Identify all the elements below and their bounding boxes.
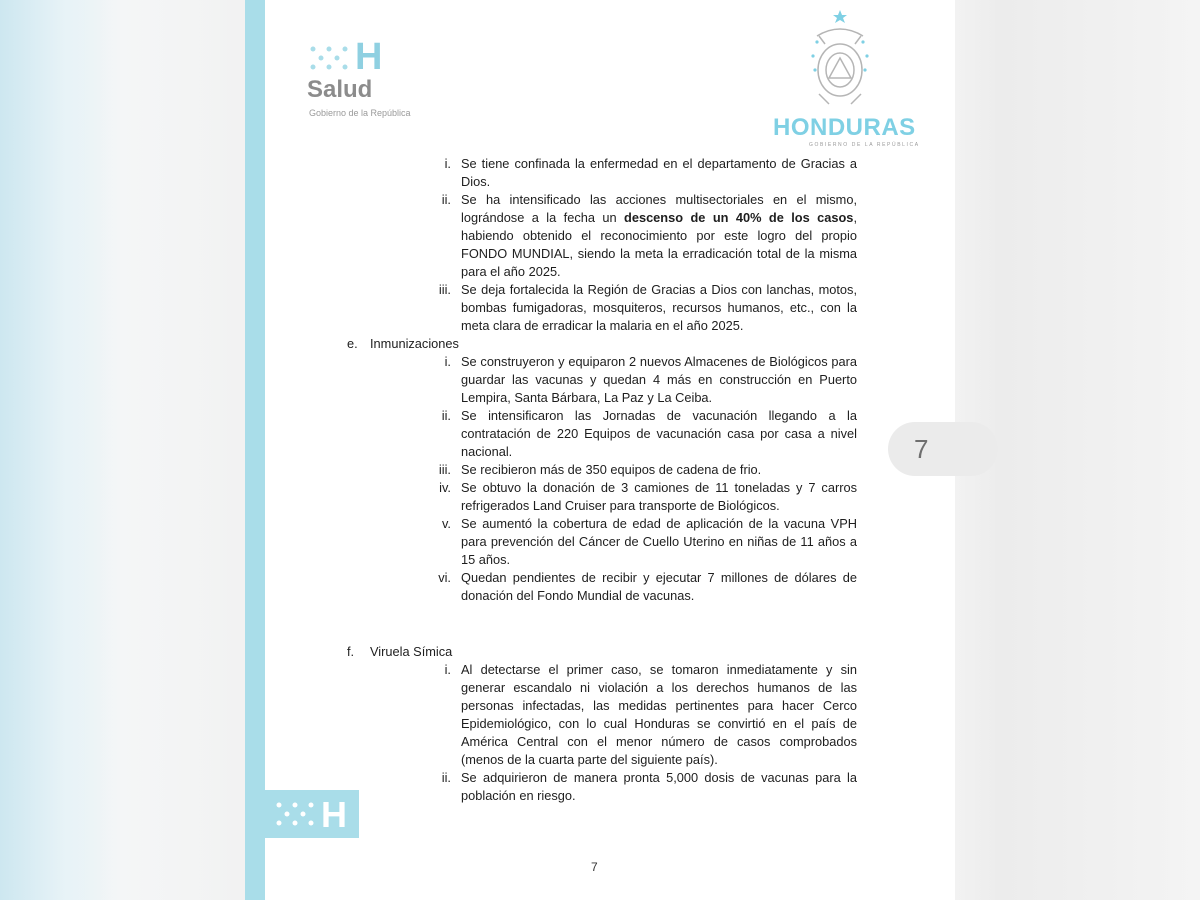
stars-icon <box>275 800 315 828</box>
list-item-text: Se obtuvo la donación de 3 camiones de 11 toneladas y 7 carros refrigerados Land Cruiser para transporte de Biológicos. <box>461 480 857 513</box>
background-left-blur <box>0 0 110 900</box>
list-item-number: iv. <box>439 480 451 495</box>
list-item-text: Al detectarse el primer caso, se tomaron inmediatamente y sin generar escandalo ni violación a los derechos humanos de las personas infectadas, las medidas pertinentes para hacer Cerco Epidemiológico, con lo cual Honduras se convirtió en el país de América Central con el menor número de casos comprobados (menos de la cuarta parte del siguiente país). <box>461 662 857 767</box>
coat-of-arms-icon <box>805 8 875 112</box>
page-number: 7 <box>591 860 598 874</box>
page-indicator-tab[interactable] <box>888 422 998 476</box>
highlighted-text: descenso de un 40% de los casos <box>624 210 854 225</box>
document-body <box>347 155 857 805</box>
section-heading-viruela-simica <box>347 643 857 661</box>
list-item-text: Se deja fortalecida la Región de Gracias a Dios con lanchas, motos, bombas fumigadoras, mosquiteros, recursos humanos, etc., con la meta clara de erradicar la malaria en el año 2025. <box>461 282 857 333</box>
list-item <box>395 461 857 479</box>
list-item-number: i. <box>444 156 451 171</box>
page-side-stripe <box>245 0 265 900</box>
list-item-number: i. <box>444 662 451 677</box>
list-item-text: Se recibieron más de 350 equipos de cadena de frio. <box>461 462 762 477</box>
section-letter: e. <box>347 336 358 351</box>
list-item <box>395 769 857 805</box>
document-page <box>245 0 955 900</box>
list-item-number: ii. <box>441 770 451 785</box>
page-indicator-number: 7 <box>914 434 929 464</box>
section-title: Inmunizaciones <box>370 336 459 351</box>
list-item <box>395 479 857 515</box>
honduras-logo-text: HONDURAS <box>773 114 916 141</box>
list-item-number: v. <box>441 516 451 531</box>
list-item-number: ii. <box>441 192 451 207</box>
salud-logo-letter: H <box>355 36 383 78</box>
stars-icon <box>309 44 349 72</box>
list-item-text: Se ha intensificado las acciones multisectoriales en el mismo, lográndose a la fecha un <box>461 192 857 225</box>
footer-logo <box>265 790 359 838</box>
list-item <box>395 353 857 407</box>
section-letter: f. <box>347 644 355 659</box>
list-item-number: vi. <box>438 570 451 585</box>
section-spacer <box>395 605 857 643</box>
list-item-text-continued: , habiendo obtenido el reconocimiento por este logro del propio FONDO MUNDIAL, siendo la meta la erradicación total de la misma para el año 2025. <box>461 210 857 279</box>
list-item <box>395 515 857 569</box>
section-title: Viruela Símica <box>370 644 453 659</box>
section-heading-inmunizaciones <box>347 335 857 353</box>
list-item-number: iii. <box>438 462 451 477</box>
list-item <box>395 661 857 769</box>
honduras-logo <box>765 8 920 153</box>
salud-logo-text: Salud <box>307 76 373 103</box>
list-item <box>395 281 857 335</box>
list-item-text: Se adquirieron de manera pronta 5,000 dosis de vacunas para la población en riesgo. <box>461 770 857 803</box>
salud-logo-subtitle: Gobierno de la República <box>309 108 411 118</box>
list-item-text: Se tiene confinada la enfermedad en el departamento de Gracias a Dios. <box>461 156 857 189</box>
list-item-number: ii. <box>441 408 451 423</box>
list-item-text: Se aumentó la cobertura de edad de aplicación de la vacuna VPH para prevención del Cáncer de Cuello Uterino en niñas de 11 años a 15 años. <box>461 516 857 567</box>
list-item <box>395 191 857 281</box>
list-item <box>395 407 857 461</box>
list-item-number: i. <box>444 354 451 369</box>
list-item-text: Se intensificaron las Jornadas de vacunación llegando a la contratación de 220 Equipos de vacunación casa por casa a nivel nacional. <box>461 408 857 459</box>
list-item <box>395 155 857 191</box>
list-item <box>395 569 857 605</box>
list-item-text: Se construyeron y equiparon 2 nuevos Almacenes de Biológicos para guardar las vacunas y quedan 4 más en construcción en Puerto Lempira, Santa Bárbara, La Paz y La Ceiba. <box>461 354 857 405</box>
footer-logo-letter: H <box>321 794 347 835</box>
list-item-number: iii. <box>438 282 451 297</box>
list-item-text: Quedan pendientes de recibir y ejecutar 7 millones de dólares de donación del Fondo Mundial de vacunas. <box>461 570 857 603</box>
honduras-logo-subtitle: GOBIERNO DE LA REPÚBLICA <box>809 142 920 148</box>
